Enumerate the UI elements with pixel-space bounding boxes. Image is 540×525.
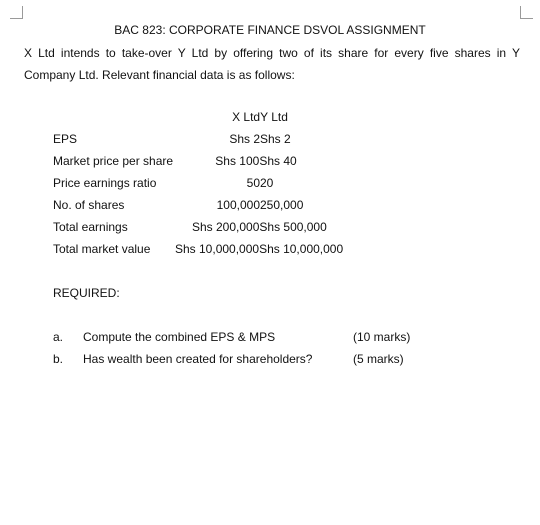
table-header: X LtdY Ltd [232,110,288,124]
row-label-eps: EPS [53,132,78,146]
row-value-market-price: Shs 100Shs 40 [215,154,297,168]
row-label-total-market-value: Total market value [53,242,151,256]
row-value-no-of-shares: 100,000250,000 [216,198,304,212]
question-b-letter: b. [53,352,64,366]
document-title: BAC 823: CORPORATE FINANCE DSVOL ASSIGNMENT [114,23,426,37]
row-value-total-earnings: Shs 200,000Shs 500,000 [192,220,327,234]
row-value-pe-ratio: 5020 [246,176,274,190]
crop-mark-top-left [10,6,23,19]
row-label-total-earnings: Total earnings [53,220,128,234]
row-label-pe-ratio: Price earnings ratio [53,176,157,190]
question-a-marks: (10 marks) [353,330,411,344]
intro-paragraph: X Ltd intends to take-over Y Ltd by offering two of its share for every five shares in Y Company Ltd. Relevant financial data is as follows: [24,46,520,82]
question-a-text: Compute the combined EPS & MPS [83,330,276,344]
crop-mark-top-right [520,6,533,19]
row-value-total-market-value: Shs 10,000,000Shs 10,000,000 [175,242,344,256]
required-heading: REQUIRED: [53,286,120,300]
row-label-no-of-shares: No. of shares [53,198,125,212]
row-value-eps: Shs 2Shs 2 [229,132,291,146]
row-label-market-price: Market price per share [53,154,174,168]
question-a-letter: a. [53,330,64,344]
question-b-text: Has wealth been created for shareholders? [83,352,313,366]
question-b-marks: (5 marks) [353,352,404,366]
